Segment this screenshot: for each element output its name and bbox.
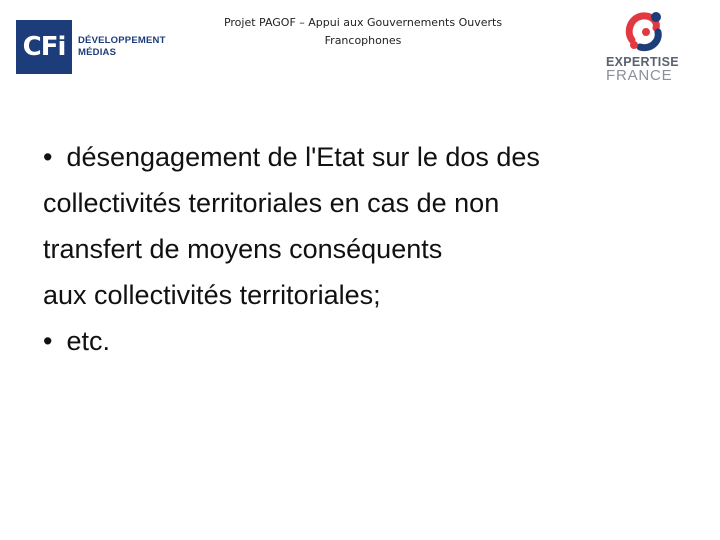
body-line-1: désengagement de l'Etat sur le dos des [66,142,540,172]
body-line-4: aux collectivités territoriales; [43,280,381,310]
bullet-item [43,318,693,364]
expertise-france-logo [604,10,684,82]
body-line-2: collectivités territoriales en cas de non [43,188,500,218]
header-title-line1: Projet PAGOF – Appui aux Gouvernements Ouverts [223,16,503,29]
cfi-logo-mark [16,20,72,74]
expertise-france-emblem-icon [622,10,668,52]
body-line-5: etc. [66,326,110,356]
bullet-marker: • [43,142,53,172]
expertise-france-line1: EXPERTISE [606,55,679,69]
cfi-logo-line1: DÉVELOPPEMENT [78,35,166,46]
header-title [200,14,526,50]
cfi-logo-text [78,35,166,59]
cfi-logo-mark-text: CFi [22,32,66,62]
body-line-3: transfert de moyens conséquents [43,234,443,264]
expertise-france-line2: FRANCE [606,67,673,84]
header-title-line2: Francophones [324,34,402,47]
bullet-marker: • [43,326,53,356]
bullet-item [43,134,693,180]
cfi-logo-line2: MÉDIAS [78,47,117,58]
cfi-logo [16,20,170,74]
slide-body [43,134,693,364]
